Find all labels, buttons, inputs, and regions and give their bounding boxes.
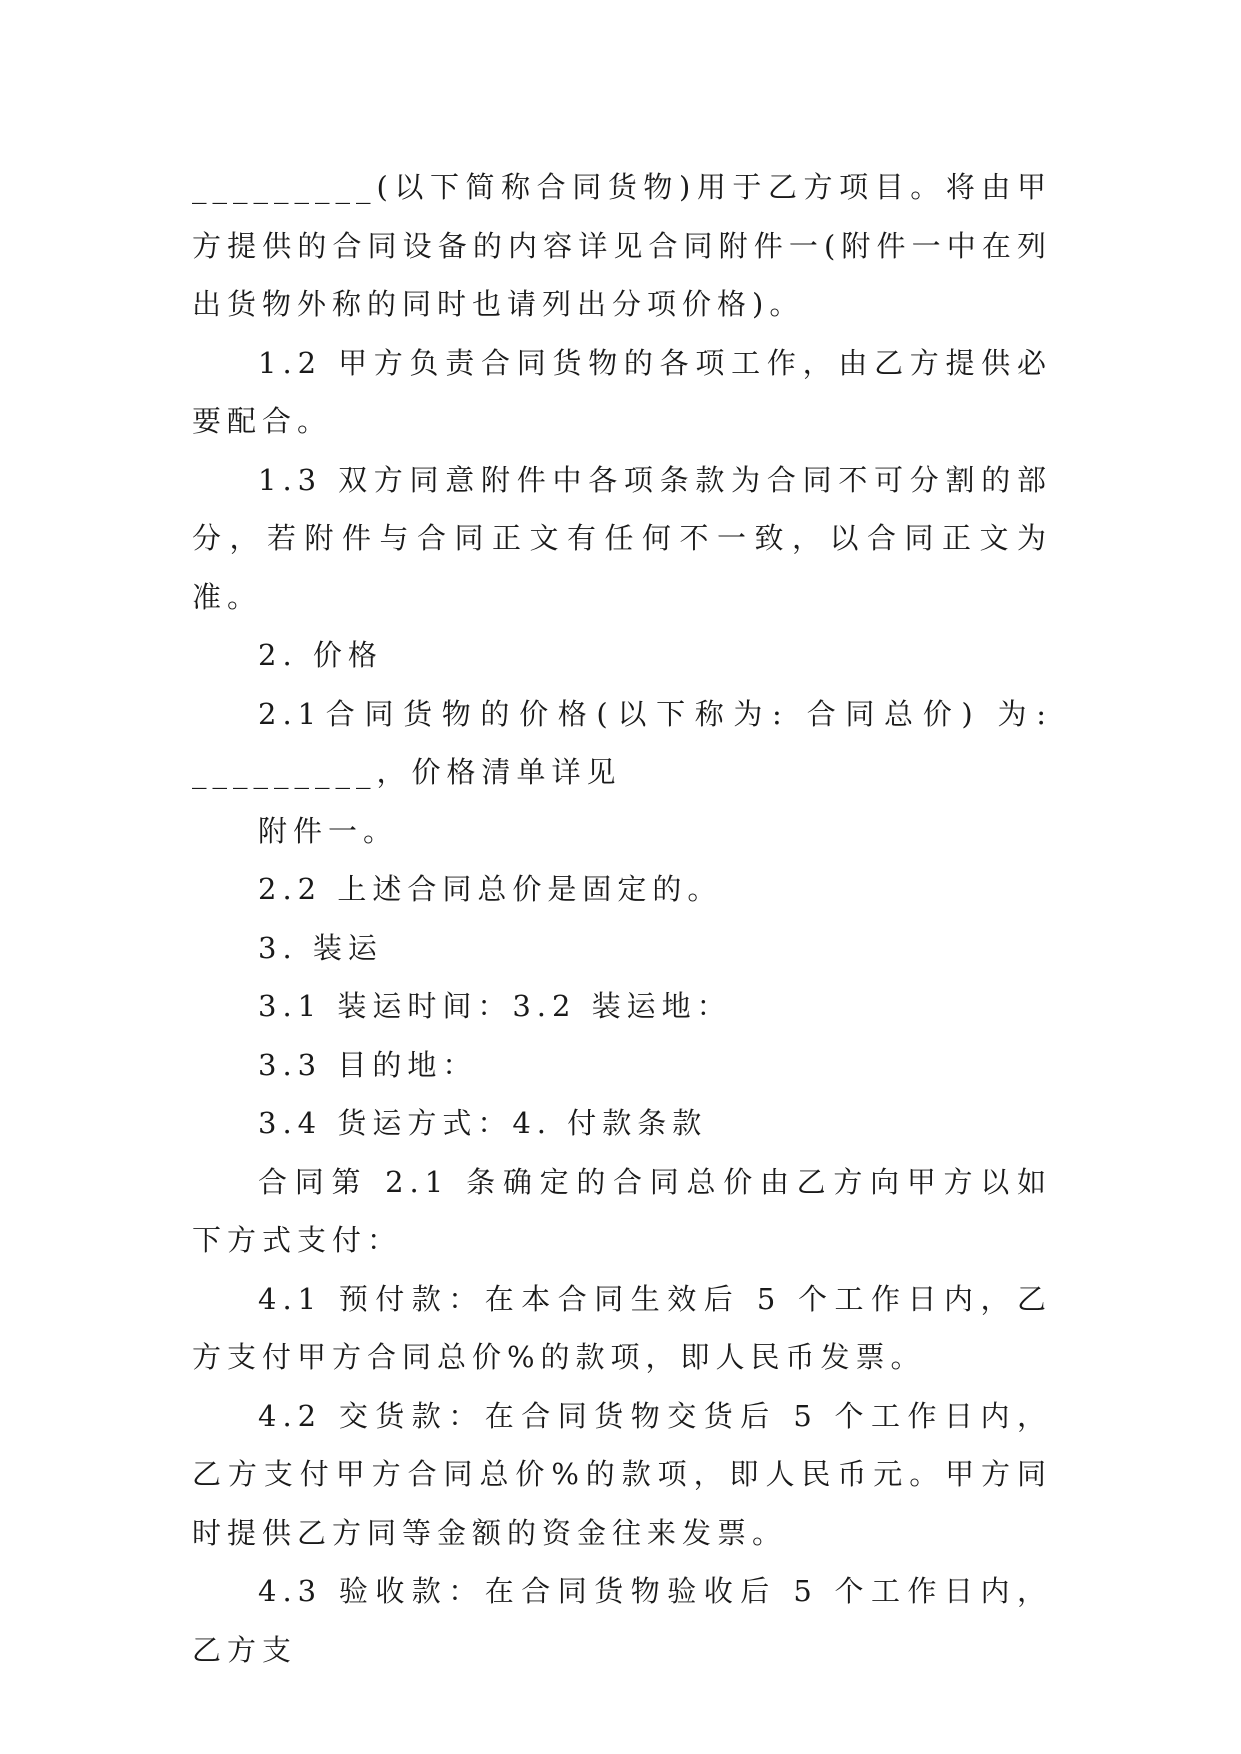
clause-2-1-continued: 附件一。 (258, 813, 399, 848)
section-3-heading: 3. 装运 (258, 930, 383, 965)
clause-1-3: 1.3 双方同意附件中各项条款为合同不可分割的部分，若附件与合同正文有任何不一致，以合同正文为准。 (192, 462, 1052, 614)
clause-1-2: 1.2 甲方负责合同货物的各项工作，由乙方提供必要配合。 (192, 345, 1052, 438)
clause-2-1: 2.1合同货物的价格(以下称为: 合同总价) 为: _________，价格清单详见 (192, 696, 1052, 789)
clause-2-2: 2.2 上述合同总价是固定的。 (258, 872, 723, 906)
clause-4-3: 4.3 验收款：在合同货物验收后 5 个工作日内，乙方支 (192, 1574, 1052, 1667)
clause-3-1-3-2: 3.1 装运时间：3.2 装运地： (258, 989, 732, 1023)
clause-3-3: 3.3 目的地： (258, 1047, 478, 1082)
clause-3-4-section-4: 3.4 货运方式：4. 付款条款 (258, 1106, 708, 1140)
section-2-heading: 2. 价格 (258, 638, 383, 672)
payment-intro: 合同第 2.1 条确定的合同总价由乙方向甲方以如下方式支付： (192, 1164, 1052, 1257)
clause-4-1: 4.1 预付款：在本合同生效后 5 个工作日内，乙方支付甲方合同总价%的款项，即人民币发票。 (192, 1281, 1052, 1374)
paragraph-goods-intro: _________(以下简称合同货物)用于乙方项目。将由甲方提供的合同设备的内容详见合同附件一(附件一中在列出货物外称的同时也请列出分项价格)。 (192, 170, 1052, 321)
document-page (192, 158, 1052, 1679)
clause-4-2: 4.2 交货款：在合同货物交货后 5 个工作日内，乙方支付甲方合同总价%的款项，即人民币元。甲方同时提供乙方同等金额的资金往来发票。 (192, 1398, 1052, 1550)
